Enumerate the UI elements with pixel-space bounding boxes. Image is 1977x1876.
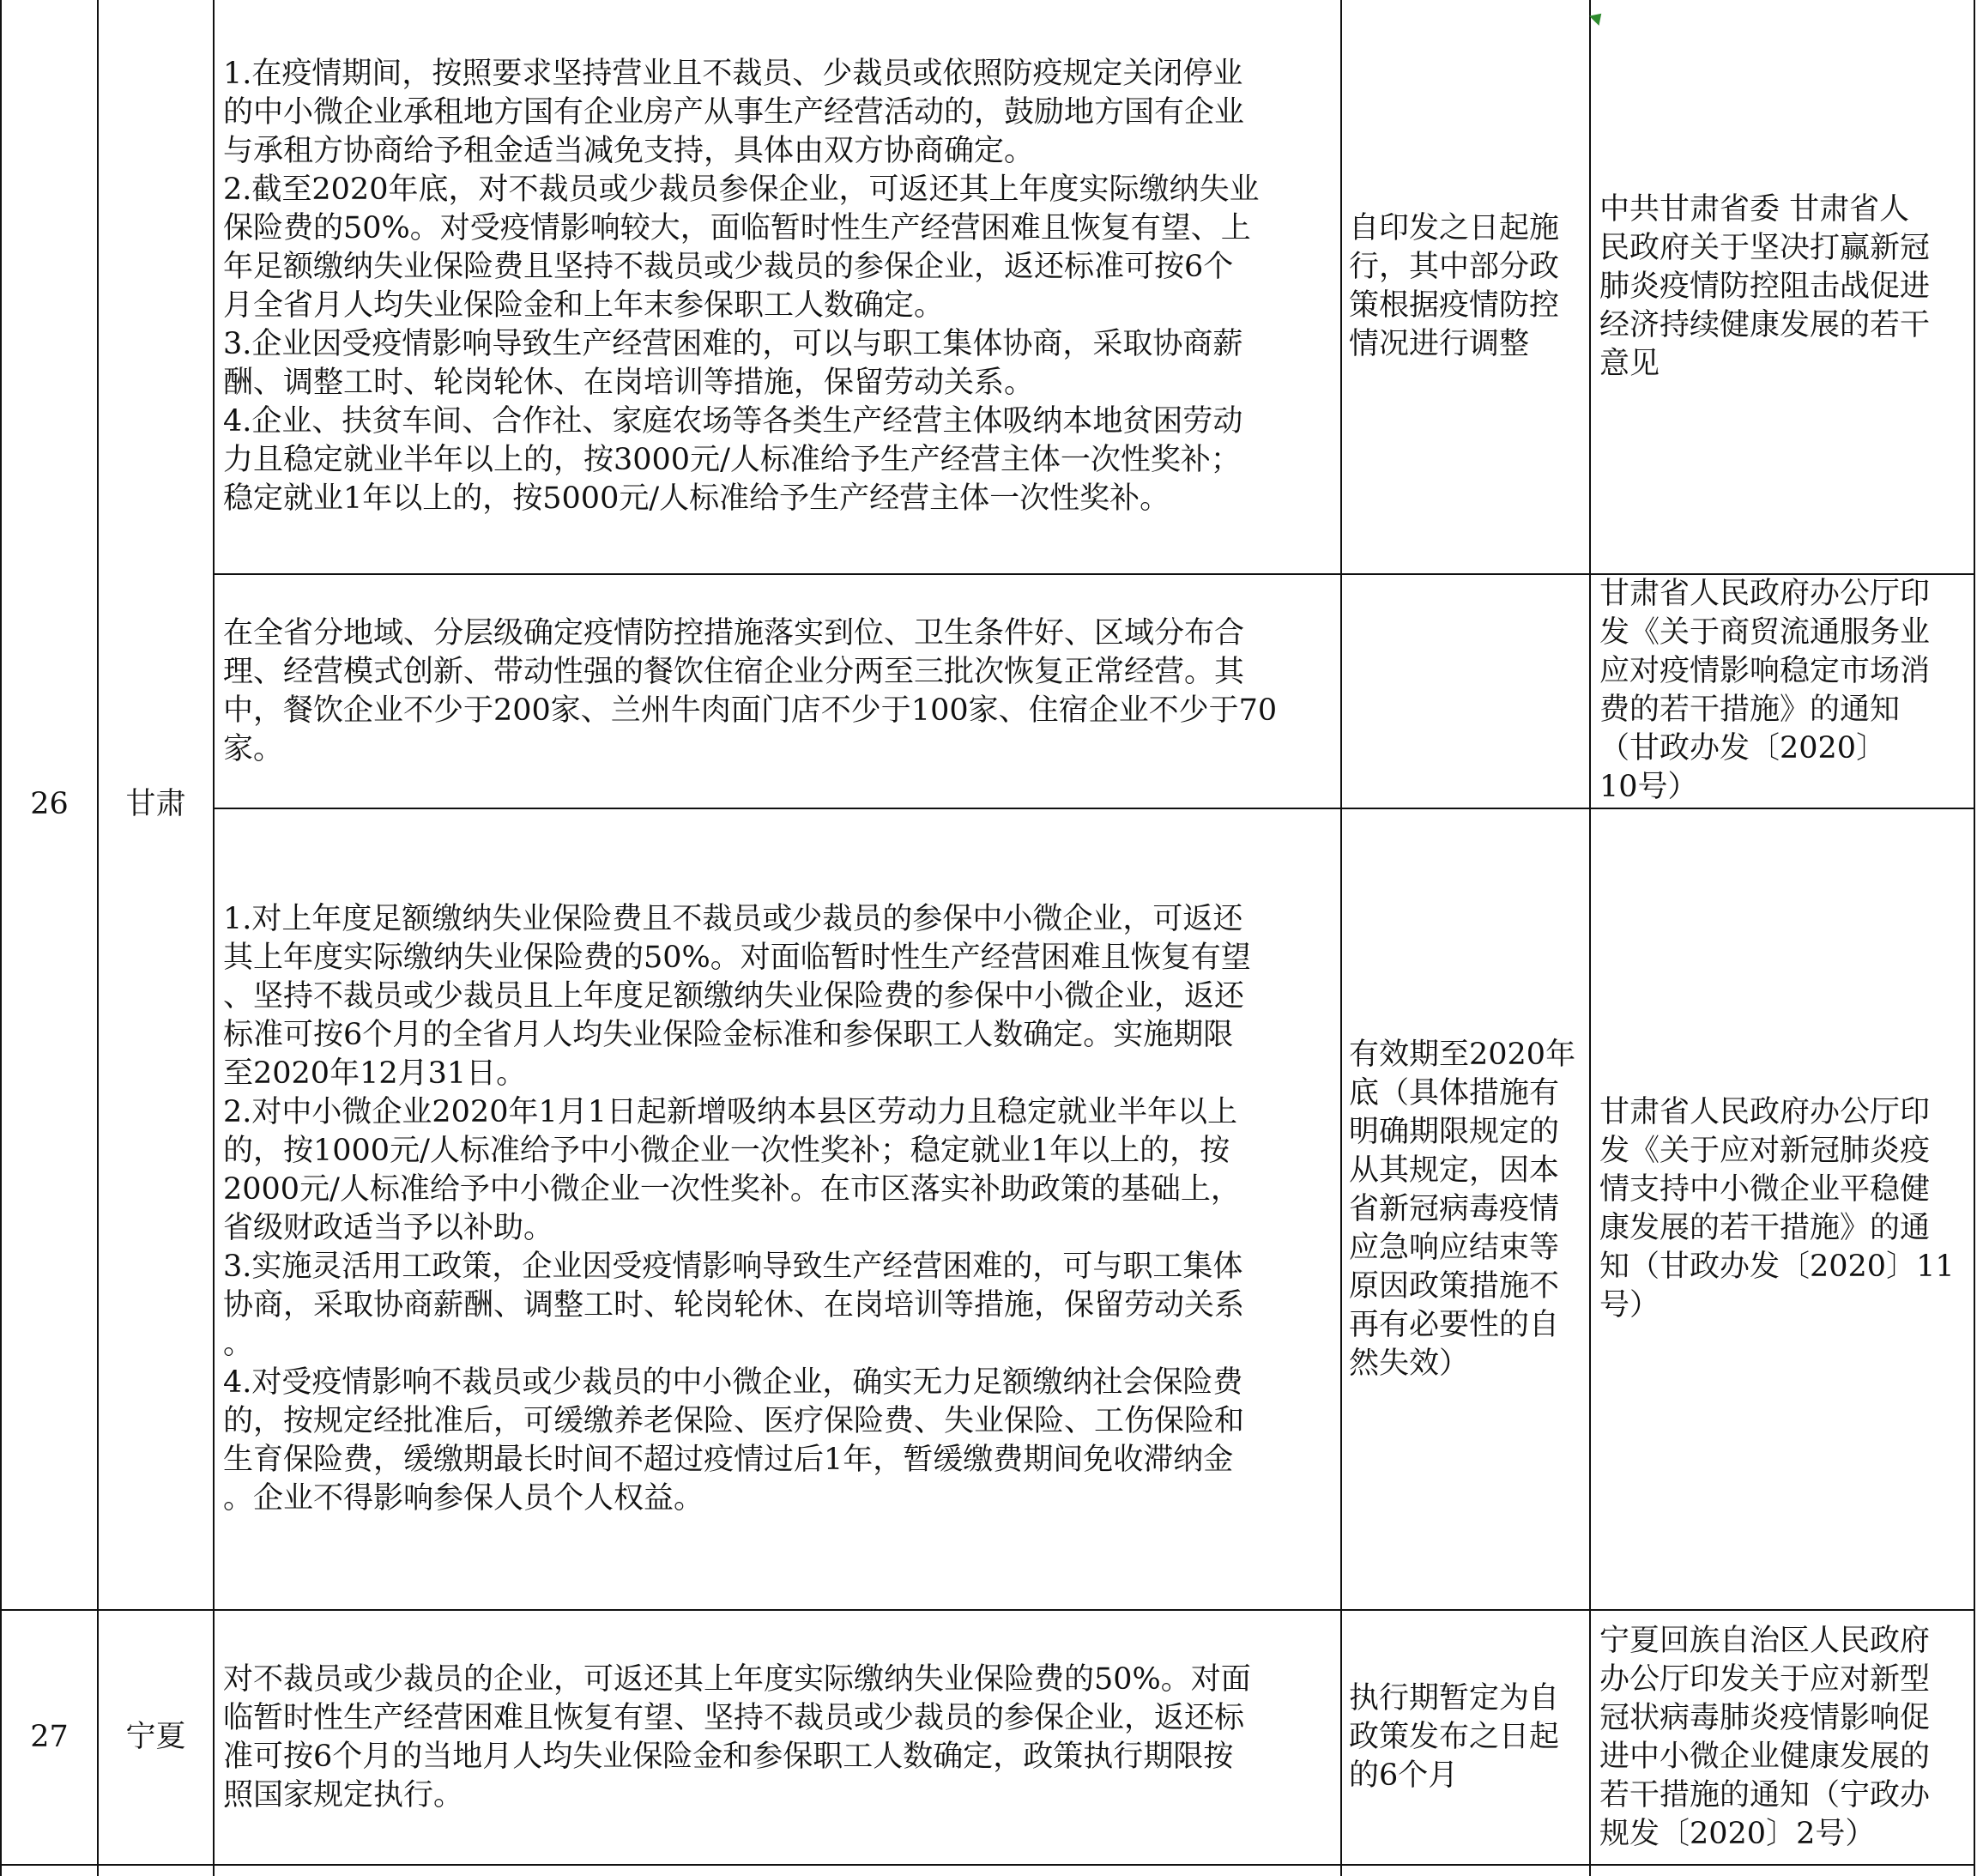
source-document: 甘肃省人民政府办公厅印 发《关于应对新冠肺炎疫 情支持中小微企业平稳健 康发展的若干措施》的通 知（甘政办发〔2020〕11 号） (1599, 1095, 1955, 1322)
validity-text: 执行期暂定为自 政策发布之日起 的6个月 (1349, 1681, 1560, 1793)
policy-content-cell (216, 575, 1342, 808)
validity-text: 自印发之日起施 行，其中部分政 策根据疫情防控 情况进行调整 (1349, 211, 1560, 361)
source-document-cell (1593, 0, 1974, 573)
source-document-cell (1593, 1611, 1974, 1864)
column-divider (213, 0, 215, 1876)
province-name: 甘肃 (125, 787, 186, 821)
policy-content: 1.对上年度足额缴纳失业保险费且不裁员或少裁员的参保中小微企业，可返还 其上年度实际缴纳失业保险费的50%。对面临暂时性生产经营困难且恢复有望 、坚持不裁员或少裁员且上年度足额缴纳失业保险费的参保中小微企业，返还 标准可按6个月的全省月人均失业保险金标准和参保职工人数确定。实施期限 至2020年12月31日。 2.对中小微企业2020年1月1日起新增吸纳本县区劳动力且稳定就业半年以上 的，按1000元/人标准给予中小微企业一次性奖补；稳定就业1年以上的，按 2000元/人标准给予中小微企业一次性奖补。在市区落实补助政策的基础上， 省级财政适当予以补助。 3.实施灵活用工政策，企业因受疫情影响导致生产经营困难的，可与职工集体 协商，采取协商薪酬、调整工时、轮岗轮休、在岗培训等措施，保留劳动关系 。 4.对受疫情影响不裁员或少裁员的中小微企业，确实无力足额缴纳社会保险费 的，按规定经批准后，可缓缴养老保险、医疗保险费、失业保险、工伤保险和 生育保险费，缓缴期最长时间不超过疫情过后1年，暂缓缴费期间免收滞纳金 。企业不得影响参保人员个人权益。 (223, 902, 1251, 1516)
row-number: 27 (30, 1720, 69, 1754)
source-document: 宁夏回族自治区人民政府 办公厅印发关于应对新型 冠状病毒肺炎疫情影响促 进中小微企业健康发展的 若干措施的通知（宁政办 规发〔2020〕2号） (1599, 1623, 1931, 1851)
policy-content: 在全省分地域、分层级确定疫情防控措施落实到位、卫生条件好、区域分布合 理、经营模式创新、带动性强的餐饮住宿企业分两至三批次恢复正常经营。其 中，餐饮企业不少于200家、兰州牛肉面门店不少于100家、住宿企业不少于70 家。 (223, 615, 1278, 766)
policy-content: 1.在疫情期间，按照要求坚持营业且不裁员、少裁员或依照防疫规定关闭停业 的中小微企业承租地方国有企业房产从事生产经营活动的，鼓励地方国有企业 与承租方协商给予租金适当减免支持，具体由双方协商确定。 2.截至2020年底，对不裁员或少裁员参保企业，可返还其上年度实际缴纳失业 保险费的50%。对受疫情影响较大，面临暂时性生产经营困难且恢复有望、上 年足额缴纳失业保险费且坚持不裁员或少裁员的参保企业，返还标准可按6个 月全省月人均失业保险金和上年末参保职工人数确定。 3.企业因受疫情影响导致生产经营困难的，可以与职工集体协商，采取协商薪 酬、调整工时、轮岗轮休、在岗培训等措施，保留劳动关系。 4.企业、扶贫车间、合作社、家庭农场等各类生产经营主体吸纳本地贫困劳动 力且稳定就业半年以上的，按3000元/人标准给予生产经营主体一次性奖补； 稳定就业1年以上的，按5000元/人标准给予生产经营主体一次性奖补。 (223, 57, 1260, 516)
validity-cell (1344, 0, 1591, 573)
policy-content-cell (216, 0, 1342, 573)
table-border-bottom (0, 1864, 1975, 1866)
province-cell (99, 0, 213, 1609)
province-cell (99, 1611, 213, 1864)
validity-cell (1344, 1611, 1591, 1864)
validity-cell (1344, 575, 1591, 808)
source-document-cell (1593, 575, 1974, 808)
row-number-cell (2, 1611, 97, 1864)
validity-text: 有效期至2020年 底（具体措施有 明确期限规定的 从其规定，因本 省新冠病毒疫情 应急响应结束等 原因政策措施不 再有必要性的自 然失效） (1349, 1037, 1576, 1381)
row-number: 26 (30, 787, 69, 821)
source-document-cell (1593, 809, 1974, 1609)
policy-content-cell (216, 809, 1342, 1609)
row-number-cell (2, 0, 97, 1609)
source-document: 甘肃省人民政府办公厅印 发《关于商贸流通服务业 应对疫情影响稳定市场消 费的若干措施》的通知 （甘政办发〔2020〕 10号） (1599, 577, 1931, 804)
validity-cell (1344, 809, 1591, 1609)
province-name: 宁夏 (125, 1720, 186, 1754)
policy-content: 对不裁员或少裁员的企业，可返还其上年度实际缴纳失业保险费的50%。对面 临暂时性生产经营困难且恢复有望、坚持不裁员或少裁员的参保企业，返还标 准可按6个月的当地月人均失业保险金和参保职工人数确定，政策执行期限按 照国家规定执行。 (223, 1661, 1251, 1812)
source-document: 中共甘肃省委 甘肃省人 民政府关于坚决打赢新冠 肺炎疫情防控阻击战促进 经济持续健康发展的若干 意见 (1599, 191, 1931, 381)
policy-content-cell (216, 1611, 1342, 1864)
